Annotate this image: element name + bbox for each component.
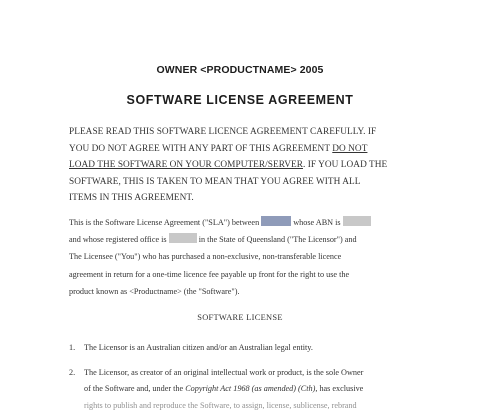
notice-line-2-text: YOU DO NOT AGREE WITH ANY PART OF THIS AGREEMENT [69, 144, 332, 154]
intro-paragraph [69, 214, 417, 300]
clause-2-line-3: rights to publish and reproduce the Software, to assign, license, sublicense, rebrand [84, 398, 429, 414]
notice-do-not: DO NOT [332, 144, 367, 154]
notice-line-2 [69, 141, 417, 158]
license-clauses [69, 340, 429, 414]
clause-number: 1. [69, 340, 75, 357]
clause-number: 2. [69, 365, 75, 382]
intro-line-1-a: This is the Software License Agreement ("SLA") between [69, 218, 261, 227]
redacted-abn[interactable] [343, 216, 371, 226]
notice-load-software: LOAD THE SOFTWARE ON YOUR COMPUTER/SERVER [69, 160, 303, 170]
notice-line-3 [69, 157, 417, 174]
owner-line: OWNER <PRODUCTNAME> 2005 [0, 64, 480, 76]
license-notice [69, 124, 417, 207]
document-title: SOFTWARE LICENSE AGREEMENT [0, 93, 480, 107]
notice-line-4: SOFTWARE, THIS IS TAKEN TO MEAN THAT YOU AGREE WITH ALL [69, 174, 417, 191]
intro-line-2 [69, 231, 417, 248]
clause-1-line-1: The Licensor is an Australian citizen and/or an Australian legal entity. [84, 340, 429, 357]
list-item [69, 365, 429, 414]
redacted-office-address[interactable] [169, 233, 197, 243]
section-heading: SOFTWARE LICENSE [0, 313, 480, 322]
clause-2-line-2 [84, 381, 429, 398]
intro-line-1-b: whose ABN is [291, 218, 342, 227]
intro-line-1 [69, 214, 417, 231]
notice-line-5: ITEMS IN THIS AGREEMENT. [69, 190, 417, 207]
clause-2-line-2-a: of the Software and, under the [84, 384, 185, 393]
intro-line-2-b: in the State of Queensland ("The Licensor") and [197, 235, 357, 244]
clause-2-line-1: The Licensor, as creator of an original intellectual work or product, is the sole Owner [84, 365, 429, 382]
notice-line-3-text: . IF YOU LOAD THE [303, 160, 387, 170]
clause-2-line-2-b: , has exclusive [315, 384, 363, 393]
intro-line-2-a: and whose registered office is [69, 235, 169, 244]
list-item [69, 340, 429, 357]
notice-line-1: PLEASE READ THIS SOFTWARE LICENCE AGREEMENT CAREFULLY. IF [69, 124, 417, 141]
intro-line-5: product known as <Productname> (the "Software"). [69, 283, 417, 300]
intro-line-4: agreement in return for a one-time licence fee payable up front for the right to use the [69, 266, 417, 283]
redacted-licensor-name[interactable] [261, 216, 291, 226]
copyright-act-citation: Copyright Act 1968 (as amended) (Cth) [185, 384, 315, 393]
intro-line-3: The Licensee ("You") who has purchased a non-exclusive, non-transferable licence [69, 248, 417, 265]
